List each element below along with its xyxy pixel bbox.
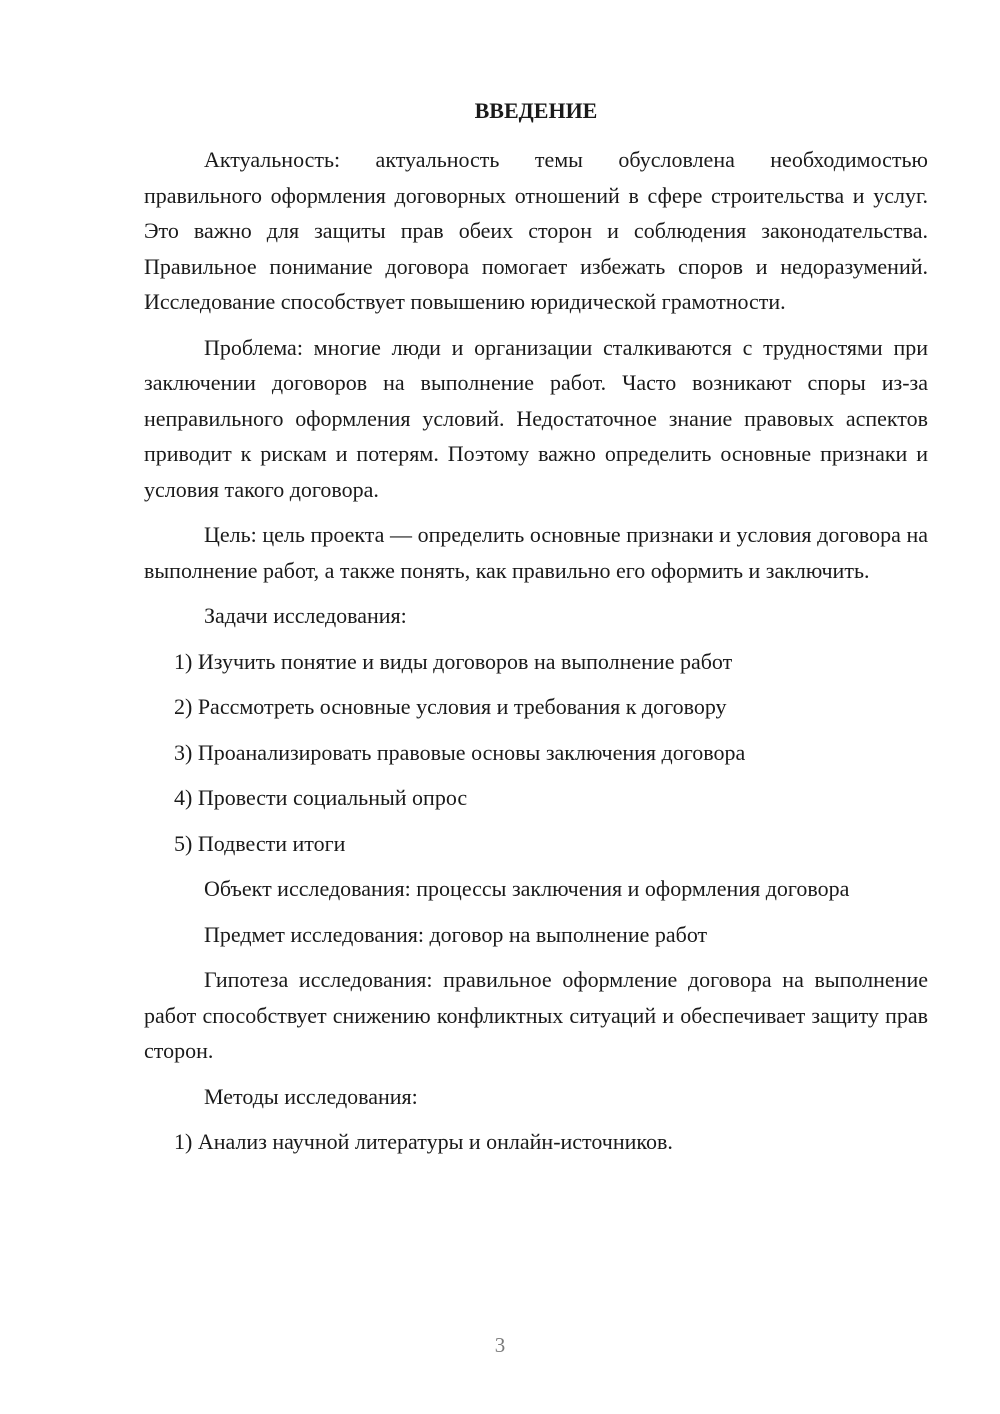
task-item: 1) Изучить понятие и виды договоров на выполнение работ (174, 648, 733, 674)
task-item: 5) Подвести итоги (174, 830, 346, 856)
object-paragraph: Объект исследования: процессы заключения и оформления договора (204, 876, 850, 901)
page-number: 3 (494, 1333, 506, 1357)
task-item: 4) Провести социальный опрос (174, 785, 468, 810)
hypothesis-paragraph: Гипотеза исследования: правильное оформление договора на выполнение работ способствует снижению конфликтных ситуаций и обеспечивает защиту прав сторон. (144, 967, 928, 1063)
methods-heading: Методы исследования: (204, 1083, 418, 1109)
relevance-paragraph: Актуальность: актуальность темы обусловлена необходимостью правильного оформления договорных отношений в сфере строительства и услуг. Это важно для защиты прав обеих сторон и соблюдения законодательства. Правильное понимание договора помогает избежать споров и недоразумений. Исследование способствует повышению юридической грамотности. (144, 147, 928, 314)
method-item: 1) Анализ научной литературы и онлайн-источников. (174, 1129, 673, 1154)
task-item: 3) Проанализировать правовые основы заключения договора (174, 739, 746, 765)
document-body (144, 142, 928, 1170)
task-item: 2) Рассмотреть основные условия и требования к договору (174, 694, 727, 719)
tasks-heading: Задачи исследования: (204, 603, 407, 628)
page-title: ВВЕДЕНИЕ (474, 98, 598, 123)
goal-paragraph: Цель: цель проекта — определить основные признаки и условия договора на выполнение работ, а также понять, как правильно его оформить и заключить. (144, 522, 928, 583)
subject-paragraph: Предмет исследования: договор на выполнение работ (204, 921, 708, 947)
problem-paragraph: Проблема: многие люди и организации сталкиваются с трудностями при заключении договоров на выполнение работ. Часто возникают споры из-за неправильного оформления условий. Недостаточное знание правовых аспектов приводит к рискам и потерям. Поэтому важно определить основные признаки и условия такого договора. (144, 334, 928, 502)
